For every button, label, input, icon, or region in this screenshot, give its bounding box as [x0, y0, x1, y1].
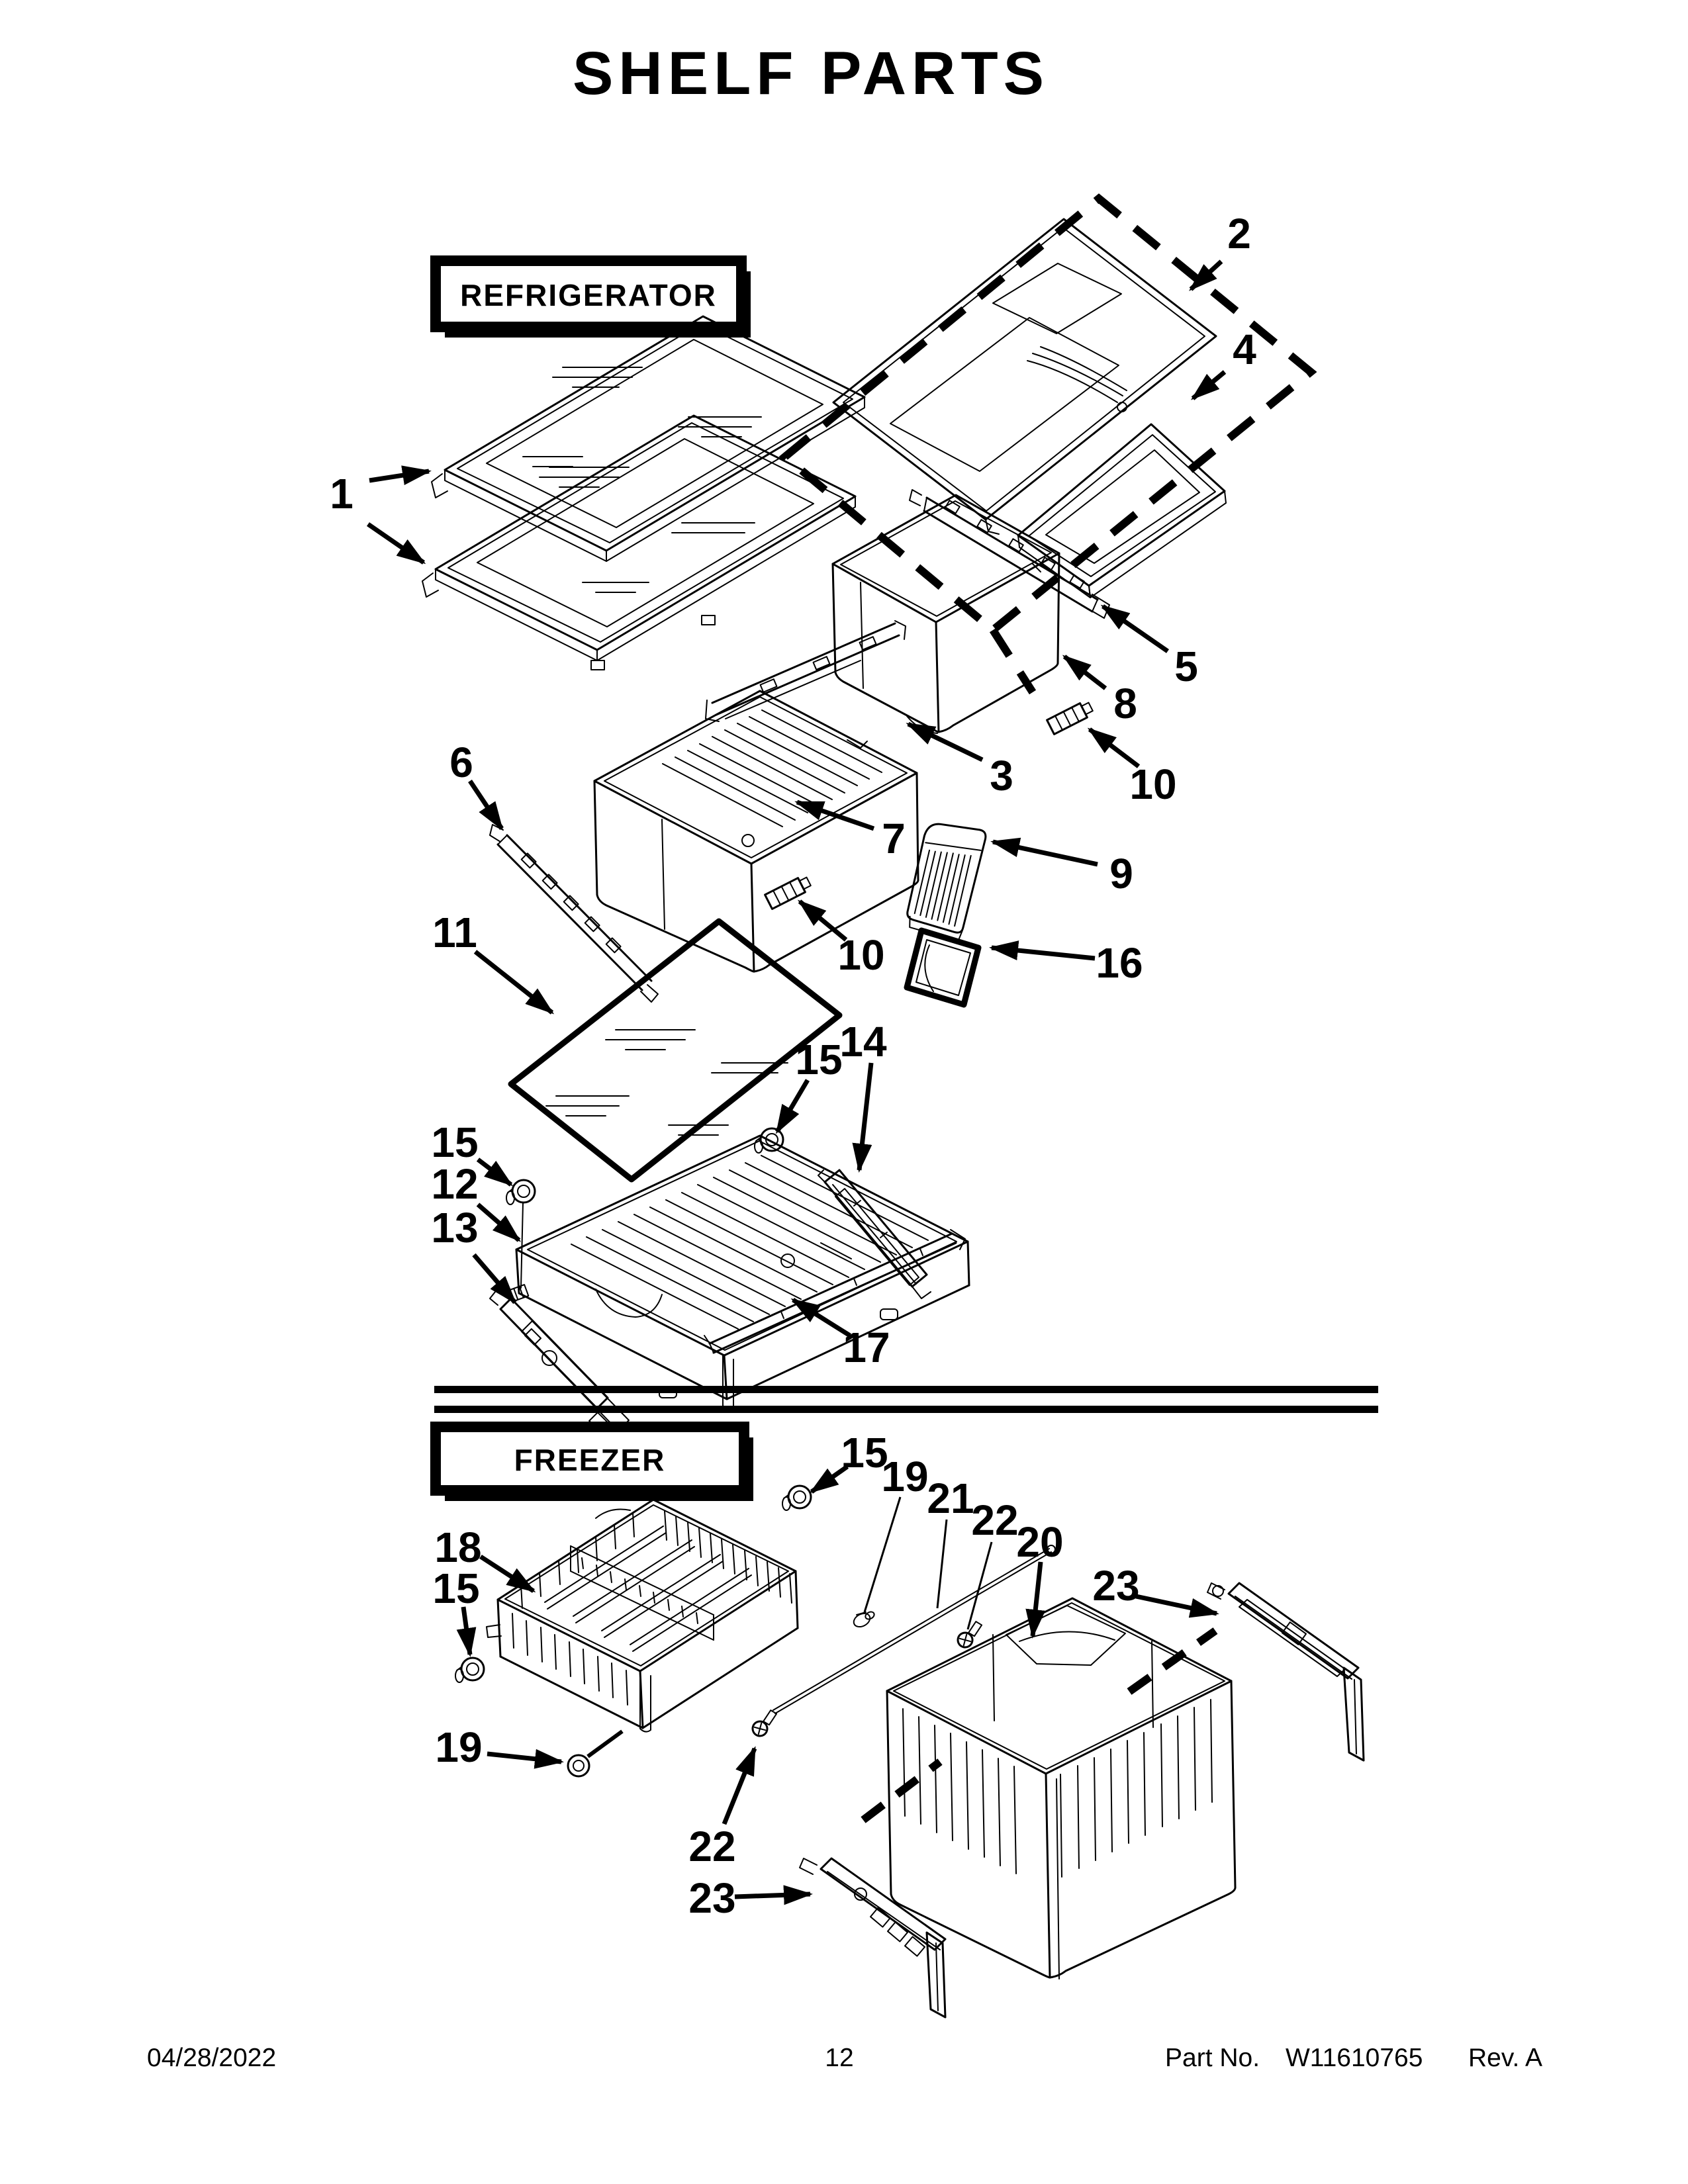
part-16-duct — [907, 931, 978, 1005]
callout-10: 10 — [837, 931, 885, 979]
callout-7: 7 — [882, 815, 906, 862]
part-9-air-tower — [904, 819, 987, 942]
part-15-roller-left — [506, 1180, 535, 1302]
callout-18: 18 — [434, 1524, 482, 1571]
part-6-crisper-rail — [490, 825, 658, 1002]
part-23-rail-right — [1207, 1583, 1364, 1760]
part-18-freezer-basket — [487, 1500, 798, 1732]
basket-divider — [571, 1546, 714, 1640]
dashed-connector-bottom — [863, 1762, 940, 1820]
callout-14: 14 — [839, 1018, 887, 1066]
callout-15: 15 — [795, 1036, 843, 1083]
callout-20: 20 — [1016, 1518, 1064, 1566]
callout-4: 4 — [1233, 326, 1256, 373]
footer-part-number: W11610765 — [1286, 2044, 1423, 2072]
part-23-rail-bottom — [800, 1858, 945, 2017]
callout-19: 19 — [881, 1453, 929, 1500]
part-17-rail — [704, 1230, 965, 1353]
callout-16: 16 — [1096, 939, 1143, 987]
callout-8: 8 — [1113, 680, 1137, 727]
callout-23: 23 — [688, 1874, 736, 1922]
dashed-outline — [785, 199, 1311, 692]
part-2-sliding-shelf — [833, 219, 1216, 534]
callout-17: 17 — [843, 1324, 890, 1371]
footer-date: 04/28/2022 — [147, 2044, 277, 2072]
part-22-screw-lower — [748, 1709, 782, 1739]
callout-10: 10 — [1129, 760, 1177, 808]
part-15-roller-freezer-left — [455, 1658, 484, 1682]
callout-15: 15 — [841, 1429, 888, 1477]
callout-6: 6 — [449, 739, 473, 786]
part-22-screw-upper — [953, 1620, 988, 1650]
callout-13: 13 — [431, 1204, 479, 1251]
part-15-roller-freezer-top — [782, 1486, 811, 1510]
refrigerator-label-box — [436, 261, 751, 338]
callout-1: 1 — [330, 470, 353, 518]
part-19-wheel-front — [568, 1731, 622, 1776]
dashed-connector-right — [1129, 1631, 1215, 1692]
part-21-rod — [773, 1545, 1055, 1713]
divider-bar-bottom — [434, 1406, 1378, 1413]
footer-revision: Rev. A — [1468, 2044, 1542, 2072]
part-3-cover-trim — [706, 621, 906, 721]
callout-12: 12 — [431, 1160, 479, 1208]
part-11-glass-pane — [511, 921, 839, 1179]
callout-19: 19 — [435, 1723, 483, 1771]
page-title: SHELF PARTS — [572, 40, 1050, 107]
callout-2: 2 — [1227, 210, 1251, 257]
freezer-label-box — [436, 1427, 753, 1501]
callout-23: 23 — [1092, 1562, 1140, 1610]
callout-15: 15 — [432, 1565, 480, 1612]
footer-page-number: 12 — [825, 2044, 854, 2072]
footer — [147, 2044, 1542, 2072]
part-19-bumper — [851, 1610, 875, 1629]
callout-22: 22 — [971, 1496, 1019, 1544]
freezer-label: FREEZER — [514, 1443, 666, 1477]
callout-3: 3 — [990, 752, 1013, 799]
callout-11: 11 — [432, 909, 477, 956]
refrigerator-label: REFRIGERATOR — [460, 278, 717, 312]
footer-part-label: Part No. — [1165, 2044, 1260, 2072]
part-7-crisper-bin — [594, 691, 918, 972]
divider-bar-top — [434, 1386, 1378, 1393]
callout-21: 21 — [927, 1475, 974, 1522]
callout-5: 5 — [1174, 643, 1198, 690]
callout-22: 22 — [688, 1823, 736, 1870]
part-10-clip-right — [1047, 700, 1094, 734]
callout-15: 15 — [431, 1118, 479, 1166]
callout-9: 9 — [1109, 850, 1133, 897]
